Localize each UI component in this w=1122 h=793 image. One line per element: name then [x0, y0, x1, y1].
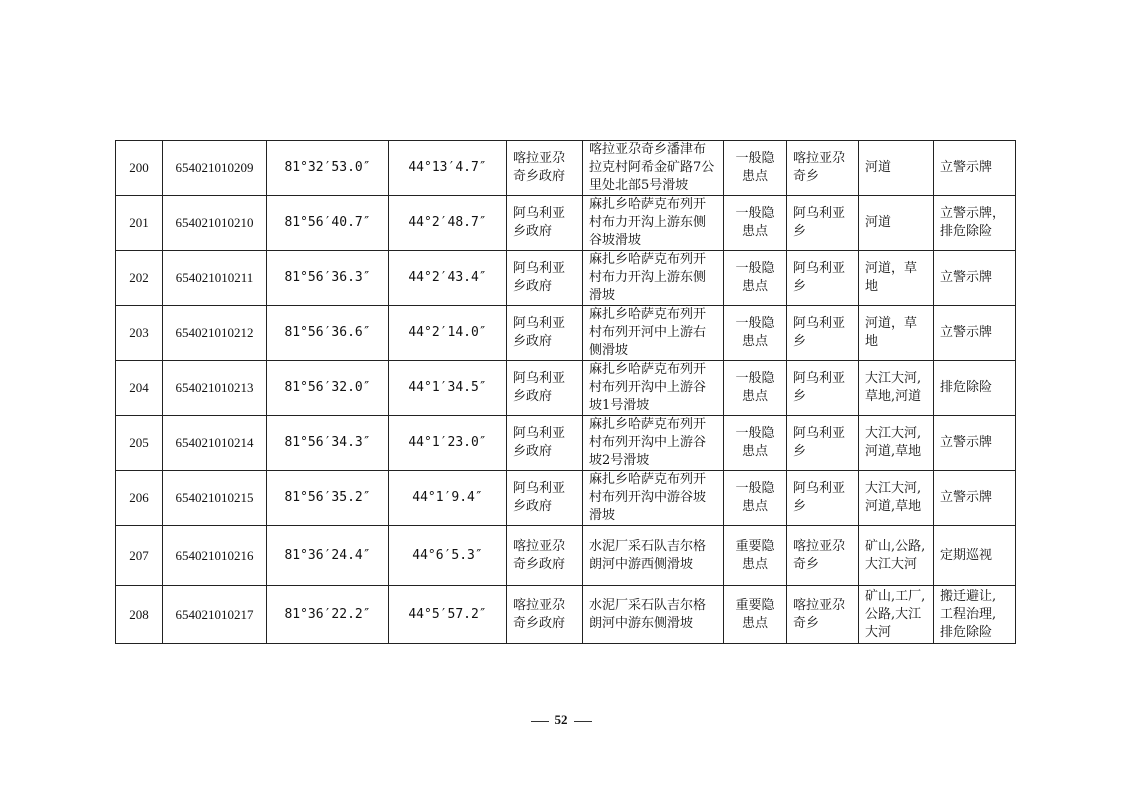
- cell-location: 麻扎乡哈萨克布列开村布力开沟上游东侧滑坡: [583, 251, 724, 306]
- cell-responsible-unit: 阿乌利亚乡政府: [507, 251, 583, 306]
- cell-responsible-unit: 阿乌利亚乡政府: [507, 471, 583, 526]
- cell-code: 654021010209: [163, 141, 267, 196]
- cell-latitude: 44°1′34.5″: [389, 361, 507, 416]
- table-body: [116, 141, 1016, 644]
- cell-threat-object: 大江大河,草地,河道: [859, 361, 934, 416]
- cell-location: 麻扎乡哈萨克布列开村布力开沟上游东侧谷坡滑坡: [583, 196, 724, 251]
- cell-latitude: 44°2′48.7″: [389, 196, 507, 251]
- table-row: [116, 586, 1016, 644]
- cell-location: 麻扎乡哈萨克布列开村布列开河中上游右侧滑坡: [583, 306, 724, 361]
- cell-latitude: 44°2′14.0″: [389, 306, 507, 361]
- cell-latitude: 44°13′4.7″: [389, 141, 507, 196]
- cell-threat-object: 河道，草地: [859, 251, 934, 306]
- table-row: [116, 416, 1016, 471]
- cell-code: 654021010215: [163, 471, 267, 526]
- cell-longitude: 81°56′36.3″: [267, 251, 389, 306]
- cell-number: 207: [116, 526, 163, 586]
- cell-longitude: 81°56′32.0″: [267, 361, 389, 416]
- cell-longitude: 81°36′22.2″: [267, 586, 389, 644]
- cell-measure: 立警示牌: [934, 471, 1016, 526]
- cell-number: 206: [116, 471, 163, 526]
- cell-location: 喀拉亚尕奇乡潘津布拉克村阿希金矿路7公里处北部5号滑坡: [583, 141, 724, 196]
- table-row: [116, 306, 1016, 361]
- cell-responsible-unit: 阿乌利亚乡政府: [507, 416, 583, 471]
- cell-measure: 搬迁避让,工程治理,排危除险: [934, 586, 1016, 644]
- cell-responsible-unit: 喀拉亚尕奇乡政府: [507, 526, 583, 586]
- cell-latitude: 44°2′43.4″: [389, 251, 507, 306]
- cell-responsible-unit: 喀拉亚尕奇乡政府: [507, 141, 583, 196]
- cell-responsible-unit: 喀拉亚尕奇乡政府: [507, 586, 583, 644]
- cell-number: 200: [116, 141, 163, 196]
- cell-code: 654021010217: [163, 586, 267, 644]
- cell-township: 阿乌利亚乡: [787, 251, 859, 306]
- cell-number: 204: [116, 361, 163, 416]
- cell-township: 阿乌利亚乡: [787, 196, 859, 251]
- cell-location: 麻扎乡哈萨克布列开村布列开沟中上游谷坡1号滑坡: [583, 361, 724, 416]
- cell-threat-object: 河道: [859, 196, 934, 251]
- cell-measure: 排危除险: [934, 361, 1016, 416]
- cell-responsible-unit: 阿乌利亚乡政府: [507, 196, 583, 251]
- page-number: 52: [554, 712, 568, 727]
- table-row: [116, 196, 1016, 251]
- cell-code: 654021010210: [163, 196, 267, 251]
- cell-number: 208: [116, 586, 163, 644]
- cell-latitude: 44°1′23.0″: [389, 416, 507, 471]
- cell-measure: 立警示牌: [934, 306, 1016, 361]
- cell-hazard-type: 一般隐患点: [724, 251, 787, 306]
- cell-measure: 定期巡视: [934, 526, 1016, 586]
- page-footer: [0, 712, 1122, 728]
- cell-threat-object: 矿山,工厂,公路,大江大河: [859, 586, 934, 644]
- cell-township: 阿乌利亚乡: [787, 306, 859, 361]
- cell-township: 阿乌利亚乡: [787, 416, 859, 471]
- table-row: [116, 141, 1016, 196]
- cell-township: 阿乌利亚乡: [787, 361, 859, 416]
- cell-code: 654021010211: [163, 251, 267, 306]
- cell-measure: 立警示牌: [934, 141, 1016, 196]
- cell-longitude: 81°56′34.3″: [267, 416, 389, 471]
- cell-longitude: 81°32′53.0″: [267, 141, 389, 196]
- cell-location: 麻扎乡哈萨克布列开村布列开沟中游谷坡滑坡: [583, 471, 724, 526]
- cell-hazard-type: 一般隐患点: [724, 361, 787, 416]
- cell-measure: 立警示牌: [934, 251, 1016, 306]
- footer-dash-right: [574, 721, 592, 722]
- table-row: [116, 526, 1016, 586]
- cell-longitude: 81°36′24.4″: [267, 526, 389, 586]
- cell-hazard-type: 重要隐患点: [724, 586, 787, 644]
- cell-number: 202: [116, 251, 163, 306]
- cell-code: 654021010216: [163, 526, 267, 586]
- cell-threat-object: 矿山,公路,大江大河: [859, 526, 934, 586]
- cell-township: 阿乌利亚乡: [787, 471, 859, 526]
- cell-threat-object: 大江大河,河道,草地: [859, 416, 934, 471]
- cell-responsible-unit: 阿乌利亚乡政府: [507, 306, 583, 361]
- cell-number: 205: [116, 416, 163, 471]
- cell-location: 麻扎乡哈萨克布列开村布列开沟中上游谷坡2号滑坡: [583, 416, 724, 471]
- cell-hazard-type: 一般隐患点: [724, 196, 787, 251]
- cell-hazard-type: 一般隐患点: [724, 416, 787, 471]
- hazard-point-table: [115, 140, 1016, 644]
- cell-township: 喀拉亚尕奇乡: [787, 586, 859, 644]
- cell-location: 水泥厂采石队吉尔格朗河中游西侧滑坡: [583, 526, 724, 586]
- cell-code: 654021010212: [163, 306, 267, 361]
- footer-dash-left: [531, 721, 549, 722]
- cell-latitude: 44°5′57.2″: [389, 586, 507, 644]
- cell-longitude: 81°56′40.7″: [267, 196, 389, 251]
- cell-township: 喀拉亚尕奇乡: [787, 526, 859, 586]
- table-row: [116, 471, 1016, 526]
- cell-latitude: 44°1′9.4″: [389, 471, 507, 526]
- cell-number: 201: [116, 196, 163, 251]
- cell-longitude: 81°56′36.6″: [267, 306, 389, 361]
- cell-measure: 立警示牌: [934, 416, 1016, 471]
- cell-measure: 立警示牌，排危除险: [934, 196, 1016, 251]
- cell-latitude: 44°6′5.3″: [389, 526, 507, 586]
- cell-responsible-unit: 阿乌利亚乡政府: [507, 361, 583, 416]
- cell-number: 203: [116, 306, 163, 361]
- cell-hazard-type: 一般隐患点: [724, 471, 787, 526]
- cell-longitude: 81°56′35.2″: [267, 471, 389, 526]
- cell-hazard-type: 一般隐患点: [724, 141, 787, 196]
- cell-location: 水泥厂采石队吉尔格朗河中游东侧滑坡: [583, 586, 724, 644]
- cell-hazard-type: 重要隐患点: [724, 526, 787, 586]
- cell-township: 喀拉亚尕奇乡: [787, 141, 859, 196]
- cell-threat-object: 大江大河,河道,草地: [859, 471, 934, 526]
- cell-code: 654021010213: [163, 361, 267, 416]
- cell-code: 654021010214: [163, 416, 267, 471]
- cell-threat-object: 河道: [859, 141, 934, 196]
- cell-hazard-type: 一般隐患点: [724, 306, 787, 361]
- cell-threat-object: 河道，草地: [859, 306, 934, 361]
- table-row: [116, 251, 1016, 306]
- table-row: [116, 361, 1016, 416]
